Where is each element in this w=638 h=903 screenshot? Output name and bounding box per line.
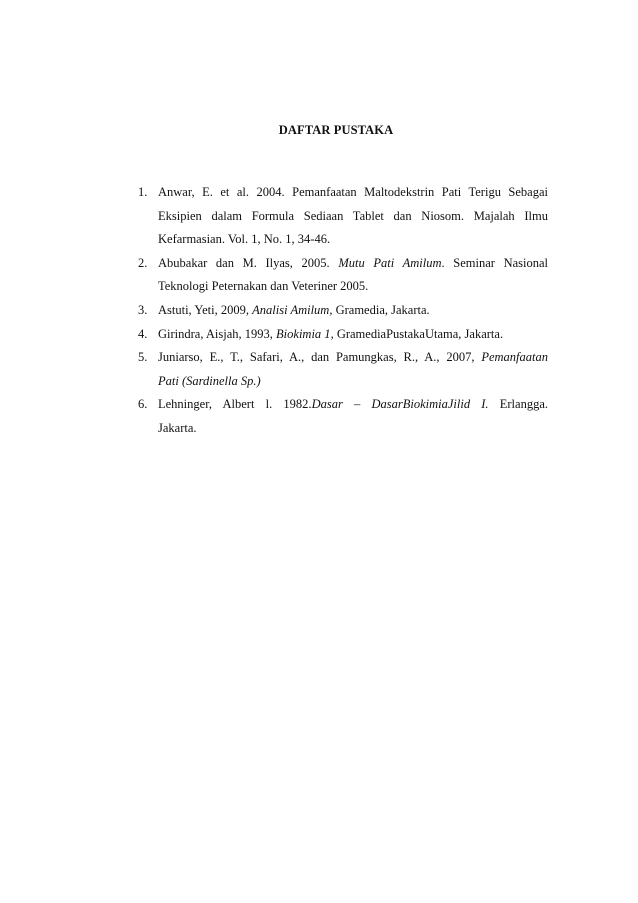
reference-item — [138, 393, 548, 440]
reference-item — [138, 299, 548, 323]
reference-text: Abubakar dan M. Ilyas, 2005. — [158, 255, 339, 270]
reference-number: 4. — [138, 326, 148, 341]
reference-number: 2. — [138, 255, 148, 270]
reference-line — [158, 393, 548, 417]
reference-line — [158, 252, 548, 276]
reference-text: Kefarmasian. Vol. 1, No. 1, 34-46. — [158, 232, 331, 247]
reference-italic-text: Pati (Sardinella Sp.) — [158, 373, 261, 388]
reference-item — [138, 252, 548, 299]
reference-italic-text: Analisi Amilum, — [252, 302, 333, 317]
reference-number: 3. — [138, 302, 148, 317]
reference-text: . Seminar Nasional — [441, 255, 548, 270]
reference-line — [158, 323, 548, 347]
reference-line — [158, 370, 548, 394]
reference-text: Eksipien dalam Formula Sediaan Tablet dan Niosom. Majalah Ilmu — [158, 208, 548, 223]
reference-line — [158, 228, 548, 252]
reference-line — [158, 346, 548, 370]
reference-text: Erlangga. — [488, 397, 549, 412]
reference-number: 6. — [138, 397, 148, 412]
reference-text: Teknologi Peternakan dan Veteriner 2005. — [158, 279, 369, 294]
reference-italic-text: Mutu Pati Amilum — [338, 255, 442, 270]
reference-line — [158, 417, 548, 441]
reference-list — [138, 181, 548, 441]
reference-number: 1. — [138, 185, 148, 199]
reference-text: Juniarso, E., T., Safari, A., dan Pamungkas, R., A., 2007, — [158, 350, 482, 365]
reference-italic-text: Dasar – DasarBiokimiaJilid I. — [311, 397, 489, 412]
reference-text: Gramedia, Jakarta. — [332, 302, 430, 317]
reference-item — [138, 323, 548, 347]
reference-text: Lehninger, Albert l. 1982. — [158, 397, 312, 412]
page-title: DAFTAR PUSTAKA — [278, 123, 394, 137]
reference-number: 5. — [138, 350, 148, 365]
reference-text: Jakarta. — [158, 420, 197, 435]
reference-item — [138, 346, 548, 393]
reference-line — [158, 205, 548, 229]
reference-italic-text: Pemanfaatan — [481, 350, 548, 365]
reference-line — [158, 181, 548, 205]
reference-text: Anwar, E. et al. 2004. Pemanfaatan Maltodekstrin Pati Terigu Sebagai — [158, 185, 548, 199]
reference-line — [158, 299, 548, 323]
reference-text: , GramediaPustakaUtama, Jakarta. — [330, 326, 504, 341]
reference-text: Girindra, Aisjah, 1993, — [158, 326, 277, 341]
reference-italic-text: Biokimia 1 — [276, 326, 331, 341]
reference-item — [138, 181, 548, 252]
reference-text: Astuti, Yeti, 2009, — [158, 302, 253, 317]
reference-line — [158, 275, 548, 299]
